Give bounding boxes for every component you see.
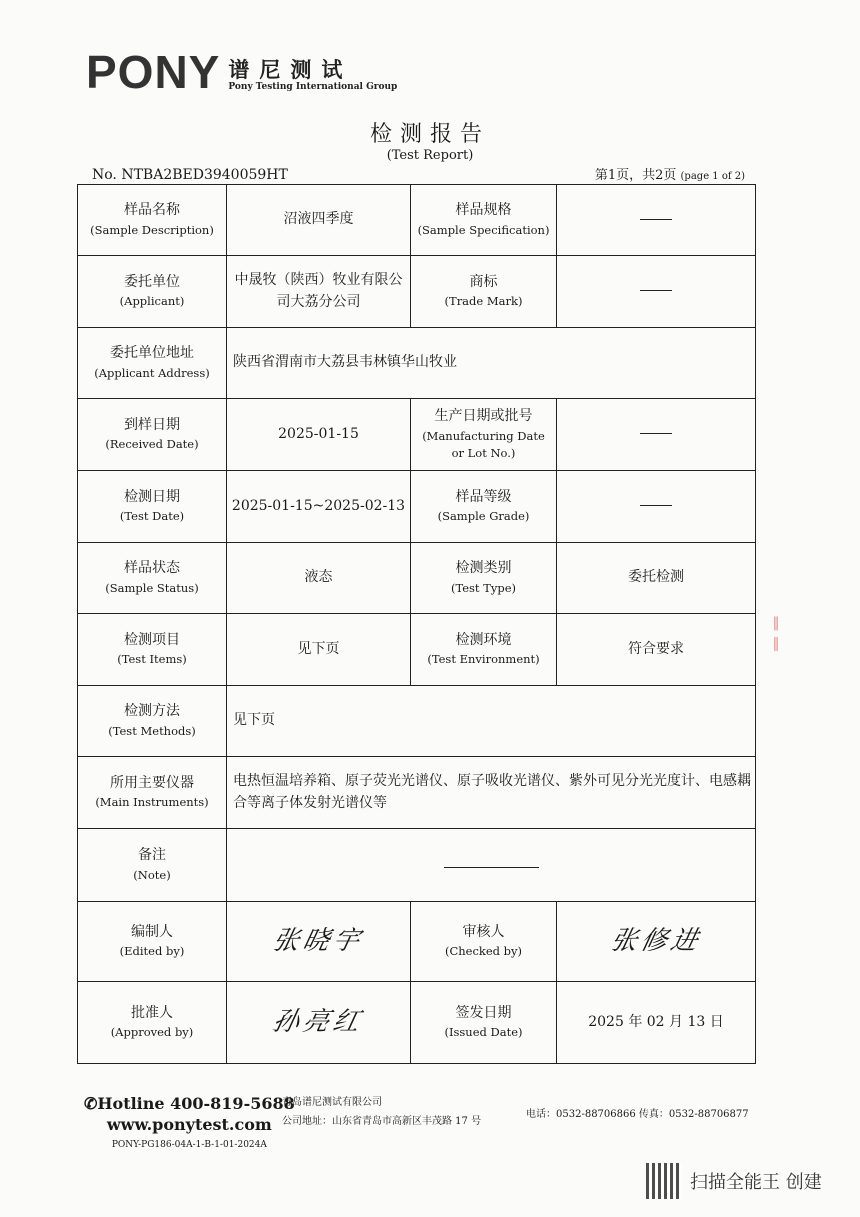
status-value: 液态: [227, 543, 411, 614]
field-label: 所用主要仪器 (Main Instruments): [78, 757, 227, 829]
field-label: 签发日期 (Issued Date): [411, 982, 557, 1064]
seal-stamp-edge: ‖ ‖: [768, 615, 784, 652]
report-number: No. NTBA2BED3940059HT: [92, 167, 288, 183]
footer-company: [282, 1093, 481, 1131]
footer-phone: 电话：0532-88706866 传真：0532-88706877: [526, 1109, 749, 1120]
table-row: [78, 256, 756, 328]
page-number: [595, 164, 745, 183]
table-row: [78, 543, 756, 614]
field-label: 到样日期 (Received Date): [78, 399, 227, 471]
table-row: [78, 399, 756, 471]
website: www.ponytest.com: [106, 1115, 272, 1134]
table-row: [78, 829, 756, 902]
table-row: [78, 328, 756, 399]
qr-code-icon: [646, 1163, 682, 1199]
received-date-value: 2025-01-15: [227, 399, 411, 471]
test-methods-value: 见下页: [227, 686, 756, 757]
table-row: [78, 471, 756, 543]
report-subtitle: (Test Report): [386, 148, 474, 163]
field-label: 批准人 (Approved by): [78, 982, 227, 1064]
sample-description-value: 沼液四季度: [227, 185, 411, 256]
field-label: 编制人 (Edited by): [78, 902, 227, 982]
checked-by-signature: 张修进: [557, 902, 756, 982]
field-label: 审核人 (Checked by): [411, 902, 557, 982]
field-label: 检测项目 (Test Items): [78, 614, 227, 686]
manufacturing-value: [557, 399, 756, 471]
environment-value: 符合要求: [557, 614, 756, 686]
applicant-value: 中晟牧（陕西）牧业有限公司大荔分公司: [227, 256, 411, 328]
company-logo: [86, 46, 398, 98]
applicant-address-value: 陕西省渭南市大荔县韦林镇华山牧业: [227, 328, 756, 399]
footer-hotline: ✆Hotline 400-819-5688 www.ponytest.com PONY-PG186-04A-1-B-1-01-2024A: [84, 1093, 295, 1156]
report-title: 检测报告: [369, 122, 490, 147]
test-date-value: 2025-01-15~2025-02-13: [227, 471, 411, 543]
field-label: 备注 (Note): [78, 829, 227, 902]
logo-text: PONY: [86, 46, 221, 98]
sample-spec-value: [557, 185, 756, 256]
note-value: [227, 829, 756, 902]
form-code: PONY-PG186-04A-1-B-1-01-2024A: [111, 1140, 267, 1150]
camscanner-watermark: [646, 1163, 822, 1199]
page-en: (page 1 of 2): [680, 171, 745, 182]
page-cn: 第1页，共2页: [594, 168, 677, 183]
field-label: 检测日期 (Test Date): [78, 471, 227, 543]
field-label: 检测类别 (Test Type): [411, 543, 557, 614]
field-label: 生产日期或批号 (Manufacturing Date or Lot No.): [411, 399, 557, 471]
field-label: 样品等级 (Sample Grade): [411, 471, 557, 543]
table-row: [78, 185, 756, 256]
watermark-text: 扫描全能王 创建: [690, 1172, 822, 1193]
field-label: 委托单位 (Applicant): [78, 256, 227, 328]
field-label: 样品名称 (Sample Description): [78, 185, 227, 256]
company-name: 青岛谱尼测试有限公司: [282, 1097, 382, 1108]
test-type-value: 委托检测: [557, 543, 756, 614]
table-row: [78, 686, 756, 757]
field-label: 样品状态 (Sample Status): [78, 543, 227, 614]
trade-mark-value: [557, 256, 756, 328]
test-items-value: 见下页: [227, 614, 411, 686]
table-row: [78, 902, 756, 982]
logo-cn: 谱尼测试: [228, 57, 353, 82]
issued-date-value: 2025 年 02 月 13 日: [557, 982, 756, 1064]
table-row: [78, 614, 756, 686]
logo-en: Pony Testing International Group: [228, 82, 398, 92]
field-label: 检测环境 (Test Environment): [411, 614, 557, 686]
field-label: 检测方法 (Test Methods): [78, 686, 227, 757]
instruments-value: 电热恒温培养箱、原子荧光光谱仪、原子吸收光谱仪、紫外可见分光光度计、电感耦合等离子体发射光谱仪等: [227, 757, 756, 829]
grade-value: [557, 471, 756, 543]
edited-by-signature: 张晓宇: [227, 902, 411, 982]
table-row: [78, 757, 756, 829]
phone-icon: ✆: [84, 1094, 98, 1113]
table-row: [78, 982, 756, 1064]
approved-by-signature: 孙亮红: [227, 982, 411, 1064]
field-label: 委托单位地址 (Applicant Address): [78, 328, 227, 399]
report-info-table: [77, 184, 756, 1064]
field-label: 商标 (Trade Mark): [411, 256, 557, 328]
field-label: 样品规格 (Sample Specification): [411, 185, 557, 256]
company-address: 公司地址：山东省青岛市高新区丰茂路 17 号: [282, 1116, 482, 1127]
